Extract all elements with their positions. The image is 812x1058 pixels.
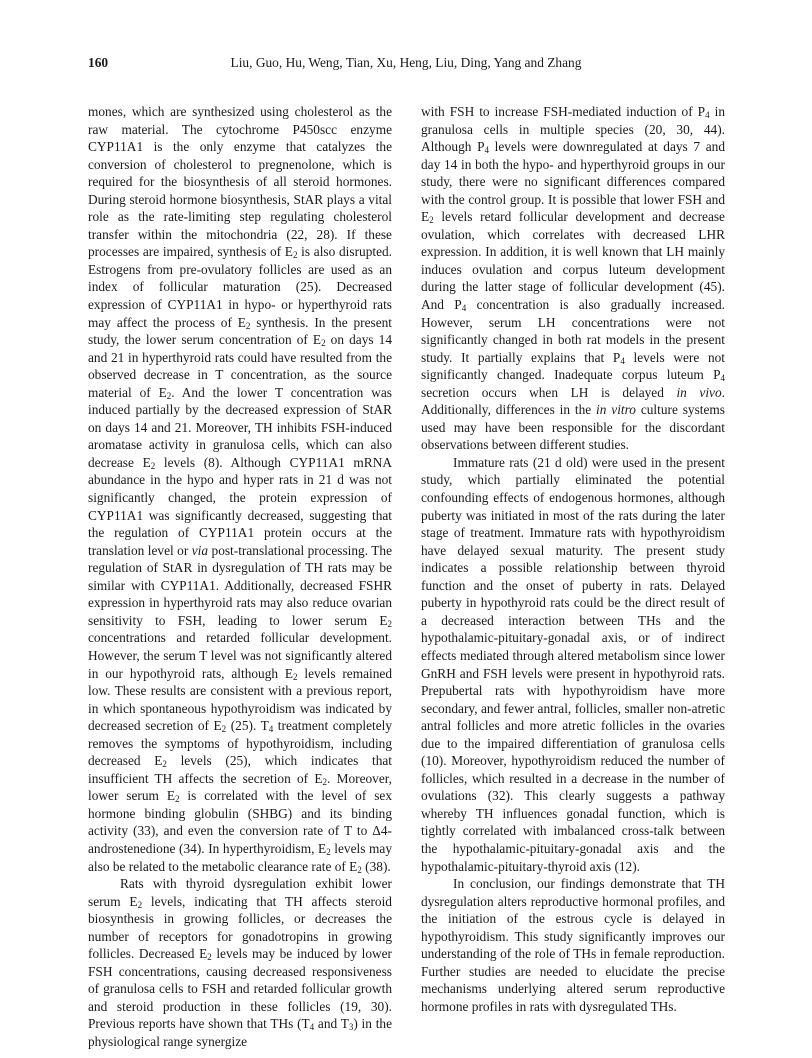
subscript: 2 [221, 724, 227, 735]
text-run: levels were downregulated at days 7 and day 14 in both the hypo- and hyperthyroid groups in our study, there were no significant differences compared with the control group. It is possible that lower FSH and E [421, 139, 725, 225]
text-run: . And the lower T concentration was induced partially by the decreased expression of StAR on days 14 and 21. Moreover, TH inhibits FSH-induced aromatase activity in granulosa cells, which can also decrease E [88, 384, 392, 470]
text-run: mones, which are synthesized using cholesterol as the raw material. The cytochrome P450scc enzyme CYP11A1 is the only enzyme that catalyzes the conversion of cholesterol to pregnenolone, which is required for the biosynthesis of all steroid hormones. During steroid hormone biosynthesis, StAR plays a vital role as the rate-limiting step regulating cholesterol transfer within the mitochondria (22, 28). If these processes are impaired, synthesis of E [88, 104, 392, 260]
text-run: ) in the physiological range synergize [88, 1016, 392, 1049]
subscript: 2 [162, 759, 167, 770]
subscript: 4 [720, 373, 725, 384]
text-run: and T [314, 1016, 349, 1032]
subscript: 4 [461, 303, 467, 314]
text-run: is correlated with the level of sex hormone binding globulin (SHBG) and its binding activity (33), and even the conversion rate of T to Δ4-androstenedione (34). In hyperthyroidism, E [88, 788, 392, 856]
subscript: 2 [357, 864, 362, 875]
body-paragraph [88, 875, 392, 1050]
italic-text: via [191, 542, 209, 558]
text-run: . Moreover, lower serum E [88, 770, 392, 804]
text-run: Immature rats (21 d old) were used in the present study, which partially eliminated the potential confounding effects of endogenous hormones, although puberty was initiated in most of the rats during the later stage of treatment. Immature rats with hypothyroidism have delayed sexual maturity. The present study indicates a possible relationship between thyroid function and the onset of puberty in rats. Delayed puberty in hypothyroid rats could be the direct result of a decreased interaction between THs and the hypothalamic-pituitary-gonadal axis, or of indirect effects mediated through altered metabolism since lower GnRH and FSH levels were present in hypothyroid rats. Prepubertal rats with hypothyroidism have more secondary, and fewer antral, follicles, smaller non-atretic antral follicles and more atretic follicles in the ovaries due to the impaired differentiation of granulosa cells (10). Moreover, hypothyroidism reduced the number of follicles, which resulted in a decrease in the number of ovulations (32). This clearly suggests a pathway whereby TH influences gonadal function, which is tightly correlated with imbalanced cross-talk between the hypothalamic-pituitary-gonadal axis and the hypothalamic-pituitary-thyroid axis (12). [421, 454, 725, 874]
subscript: 4 [620, 355, 625, 366]
text-run: levels retard follicular development and decrease ovulation, which correlates with decreased LHR expression. In addition, it is well known that LH mainly induces ovulation and corpus luteum development during the latter stage of follicular development (45). And P [421, 209, 725, 313]
text-run: is also disrupted. Estrogens from pre-ovulatory follicles are used as an index of follicular maturation (25). Decreased expression of CYP11A1 in hypo- or hyperthyroid rats may affect the process of E [88, 244, 393, 330]
text-run: culture systems used may have been responsible for the discordant observations between different studies. [421, 402, 725, 453]
text-run: concentration is also gradually increased. However, serum LH concentrations were not significantly changed in both rat models in the present study. It partially explains that P [421, 297, 725, 365]
subscript: 2 [322, 776, 328, 787]
subscript: 2 [137, 899, 143, 910]
text-run: post-translational processing. The regulation of StAR in dysregulation of TH rats may be similar with CYP11A1. Additionally, decreased FSHR expression in hyperthyroid rats may also reduce ovarian sensitivity to FSH, leading to lower serum E [88, 542, 392, 628]
subscript: 4 [484, 145, 489, 156]
text-run: Rats with thyroid dysregulation exhibit lower serum E [88, 876, 392, 909]
right-column [421, 103, 725, 1015]
subscript: 2 [321, 338, 326, 349]
subscript: 3 [348, 1022, 354, 1033]
text-run: levels may also be related to the metabolic clearance rate of E [88, 840, 392, 874]
body-paragraph [88, 103, 392, 875]
subscript: 2 [245, 320, 251, 331]
subscript: 2 [293, 671, 298, 682]
text-run: secretion occurs when LH is delayed [421, 384, 677, 400]
subscript: 2 [429, 215, 434, 226]
text-run: . Additionally, differences in the [421, 384, 725, 418]
text-run: concentrations and retarded follicular development. However, the serum T level was not significantly altered in our hypothyroid rats, although E [88, 630, 392, 681]
text-run: levels (25), which indicates that insufficient TH affects the secretion of E [88, 753, 392, 786]
text-run: synthesis. In the present study, the lower serum concentration of E [88, 314, 392, 348]
left-column [88, 103, 392, 1051]
subscript: 2 [387, 618, 392, 629]
subscript: 4 [309, 1022, 315, 1033]
text-run: levels (8). Although CYP11A1 mRNA abundance in the hypo and hyper rats in 21 d was not significantly changed, the protein expression of CYP11A1 was significantly decreased, suggesting that the regulation of CYP11A1 protein occurs at the translation level or [88, 454, 392, 558]
text-run: levels were not significantly changed. Inadequate corpus luteum P [421, 349, 726, 383]
subscript: 2 [326, 846, 331, 857]
text-run: (25). T [226, 718, 269, 734]
text-run: levels remained low. These results are consistent with a previous report, in which spontaneous hypothyroidism was indicated by decreased secretion of E [88, 665, 392, 734]
italic-text: in vivo [676, 384, 722, 400]
body-paragraph [421, 454, 725, 875]
page-header [88, 55, 724, 75]
running-head: Liu, Guo, Hu, Weng, Tian, Xu, Heng, Liu, Ding, Yang and Zhang [230, 55, 582, 70]
page-number: 160 [88, 55, 109, 70]
subscript: 2 [166, 390, 172, 401]
subscript: 2 [207, 952, 212, 963]
text-run: with FSH to increase FSH-mediated induction of P [421, 104, 706, 119]
subscript: 4 [705, 110, 710, 120]
text-run: In conclusion, our findings demonstrate that TH dysregulation alters reproductive hormonal profiles, and the initiation of the estrous cycle is delayed in hypothyroidism. This study significantly improves our understanding of the role of THs in female reproduction. Further studies are needed to elucidate the precise mechanisms underlying altered serum reproductive hormone profiles in rats with dysregulated THs. [421, 876, 725, 1014]
text-run: in granulosa cells in multiple species (20, 30, 44). Although P [421, 104, 725, 155]
text-run: (38). [361, 858, 391, 874]
italic-text: in vitro [596, 402, 636, 418]
conclusion-paragraph [421, 875, 725, 1015]
body-paragraph [421, 103, 725, 454]
text-run: levels, indicating that TH affects steroid biosynthesis in growing follicles, or decreases the number of receptors for gonadotropins in growing follicles. Decreased E [88, 893, 392, 962]
subscript: 2 [174, 794, 180, 805]
text-run: treatment completely removes the symptoms of hypothyroidism, including decreased E [88, 718, 393, 769]
subscript: 2 [150, 460, 156, 471]
subscript: 4 [268, 724, 274, 735]
text-run: levels may be induced by lower FSH concentrations, causing decreased responsiveness of granulosa cells to FSH and retarded follicular growth and steroid production in these follicles (19, 30). Previous reports have shown that THs (T [88, 946, 392, 1032]
subscript: 2 [292, 250, 298, 261]
text-run: on days 14 and 21 in hyperthyroid rats could have resulted from the observed decrease in T concentration, as the source material of E [88, 332, 393, 400]
